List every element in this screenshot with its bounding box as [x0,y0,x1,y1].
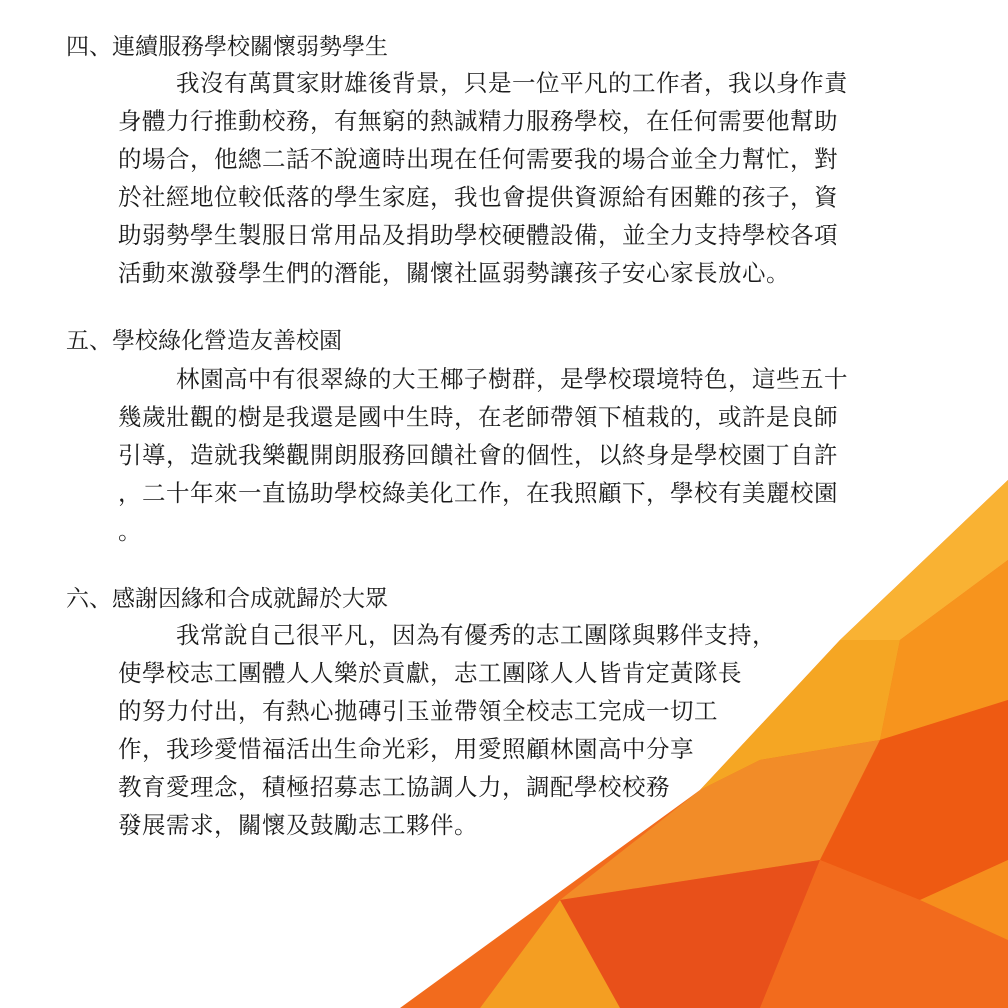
paragraph-line: 助弱勢學生製服日常用品及捐助學校硬體設備，並全力支持學校各項 [118,221,838,249]
paragraph-line: ，二十年來一直協助學校綠美化工作，在我照顧下，學校有美麗校園 [118,479,838,507]
paragraph-line: 我常說自己很平凡，因為有優秀的志工團隊與夥伴支持， [176,621,776,649]
section-heading: 四、連續服務學校關懷弱勢學生 [66,34,388,60]
paragraph-line: 的場合，他總二話不說適時出現在任何需要我的場合並全力幫忙，對 [118,145,838,173]
section-heading: 六、感謝因緣和合成就歸於大眾 [66,586,388,612]
paragraph-line: 於社經地位較低落的學生家庭，我也會提供資源給有困難的孩子，資 [118,183,838,211]
paragraph-line: 教育愛理念，積極招募志工協調人力，調配學校校務 [118,773,670,801]
paragraph-line: 引導，造就我樂觀開朗服務回饋社會的個性，以終身是學校園丁自許 [118,441,838,469]
paragraph-line: 使學校志工團體人人樂於貢獻，志工團隊人人皆肯定黃隊長 [118,659,742,687]
paragraph-line: 身體力行推動校務，有無窮的熱誠精力服務學校，在任何需要他幫助 [118,107,838,135]
paragraph-line: 我沒有萬貫家財雄後背景，只是一位平凡的工作者，我以身作責 [176,69,848,97]
paragraph-line: 幾歲壯觀的樹是我還是國中生時，在老師帶領下植栽的，或許是良師 [118,403,838,431]
paragraph-line: 活動來激發學生們的潛能，關懷社區弱勢讓孩子安心家長放心。 [118,259,790,287]
paragraph-line: 作，我珍愛惜福活出生命光彩，用愛照顧林園高中分享 [118,735,694,763]
paragraph-line: 。 [118,517,142,545]
paragraph-line: 林園高中有很翠綠的大王椰子樹群，是學校環境特色，這些五十 [176,365,848,393]
paragraph-line: 發展需求，關懷及鼓勵志工夥伴。 [118,811,478,839]
paragraph-line: 的努力付出，有熱心拋磚引玉並帶領全校志工完成一切工 [118,697,718,725]
section-heading: 五、學校綠化營造友善校園 [66,328,342,354]
